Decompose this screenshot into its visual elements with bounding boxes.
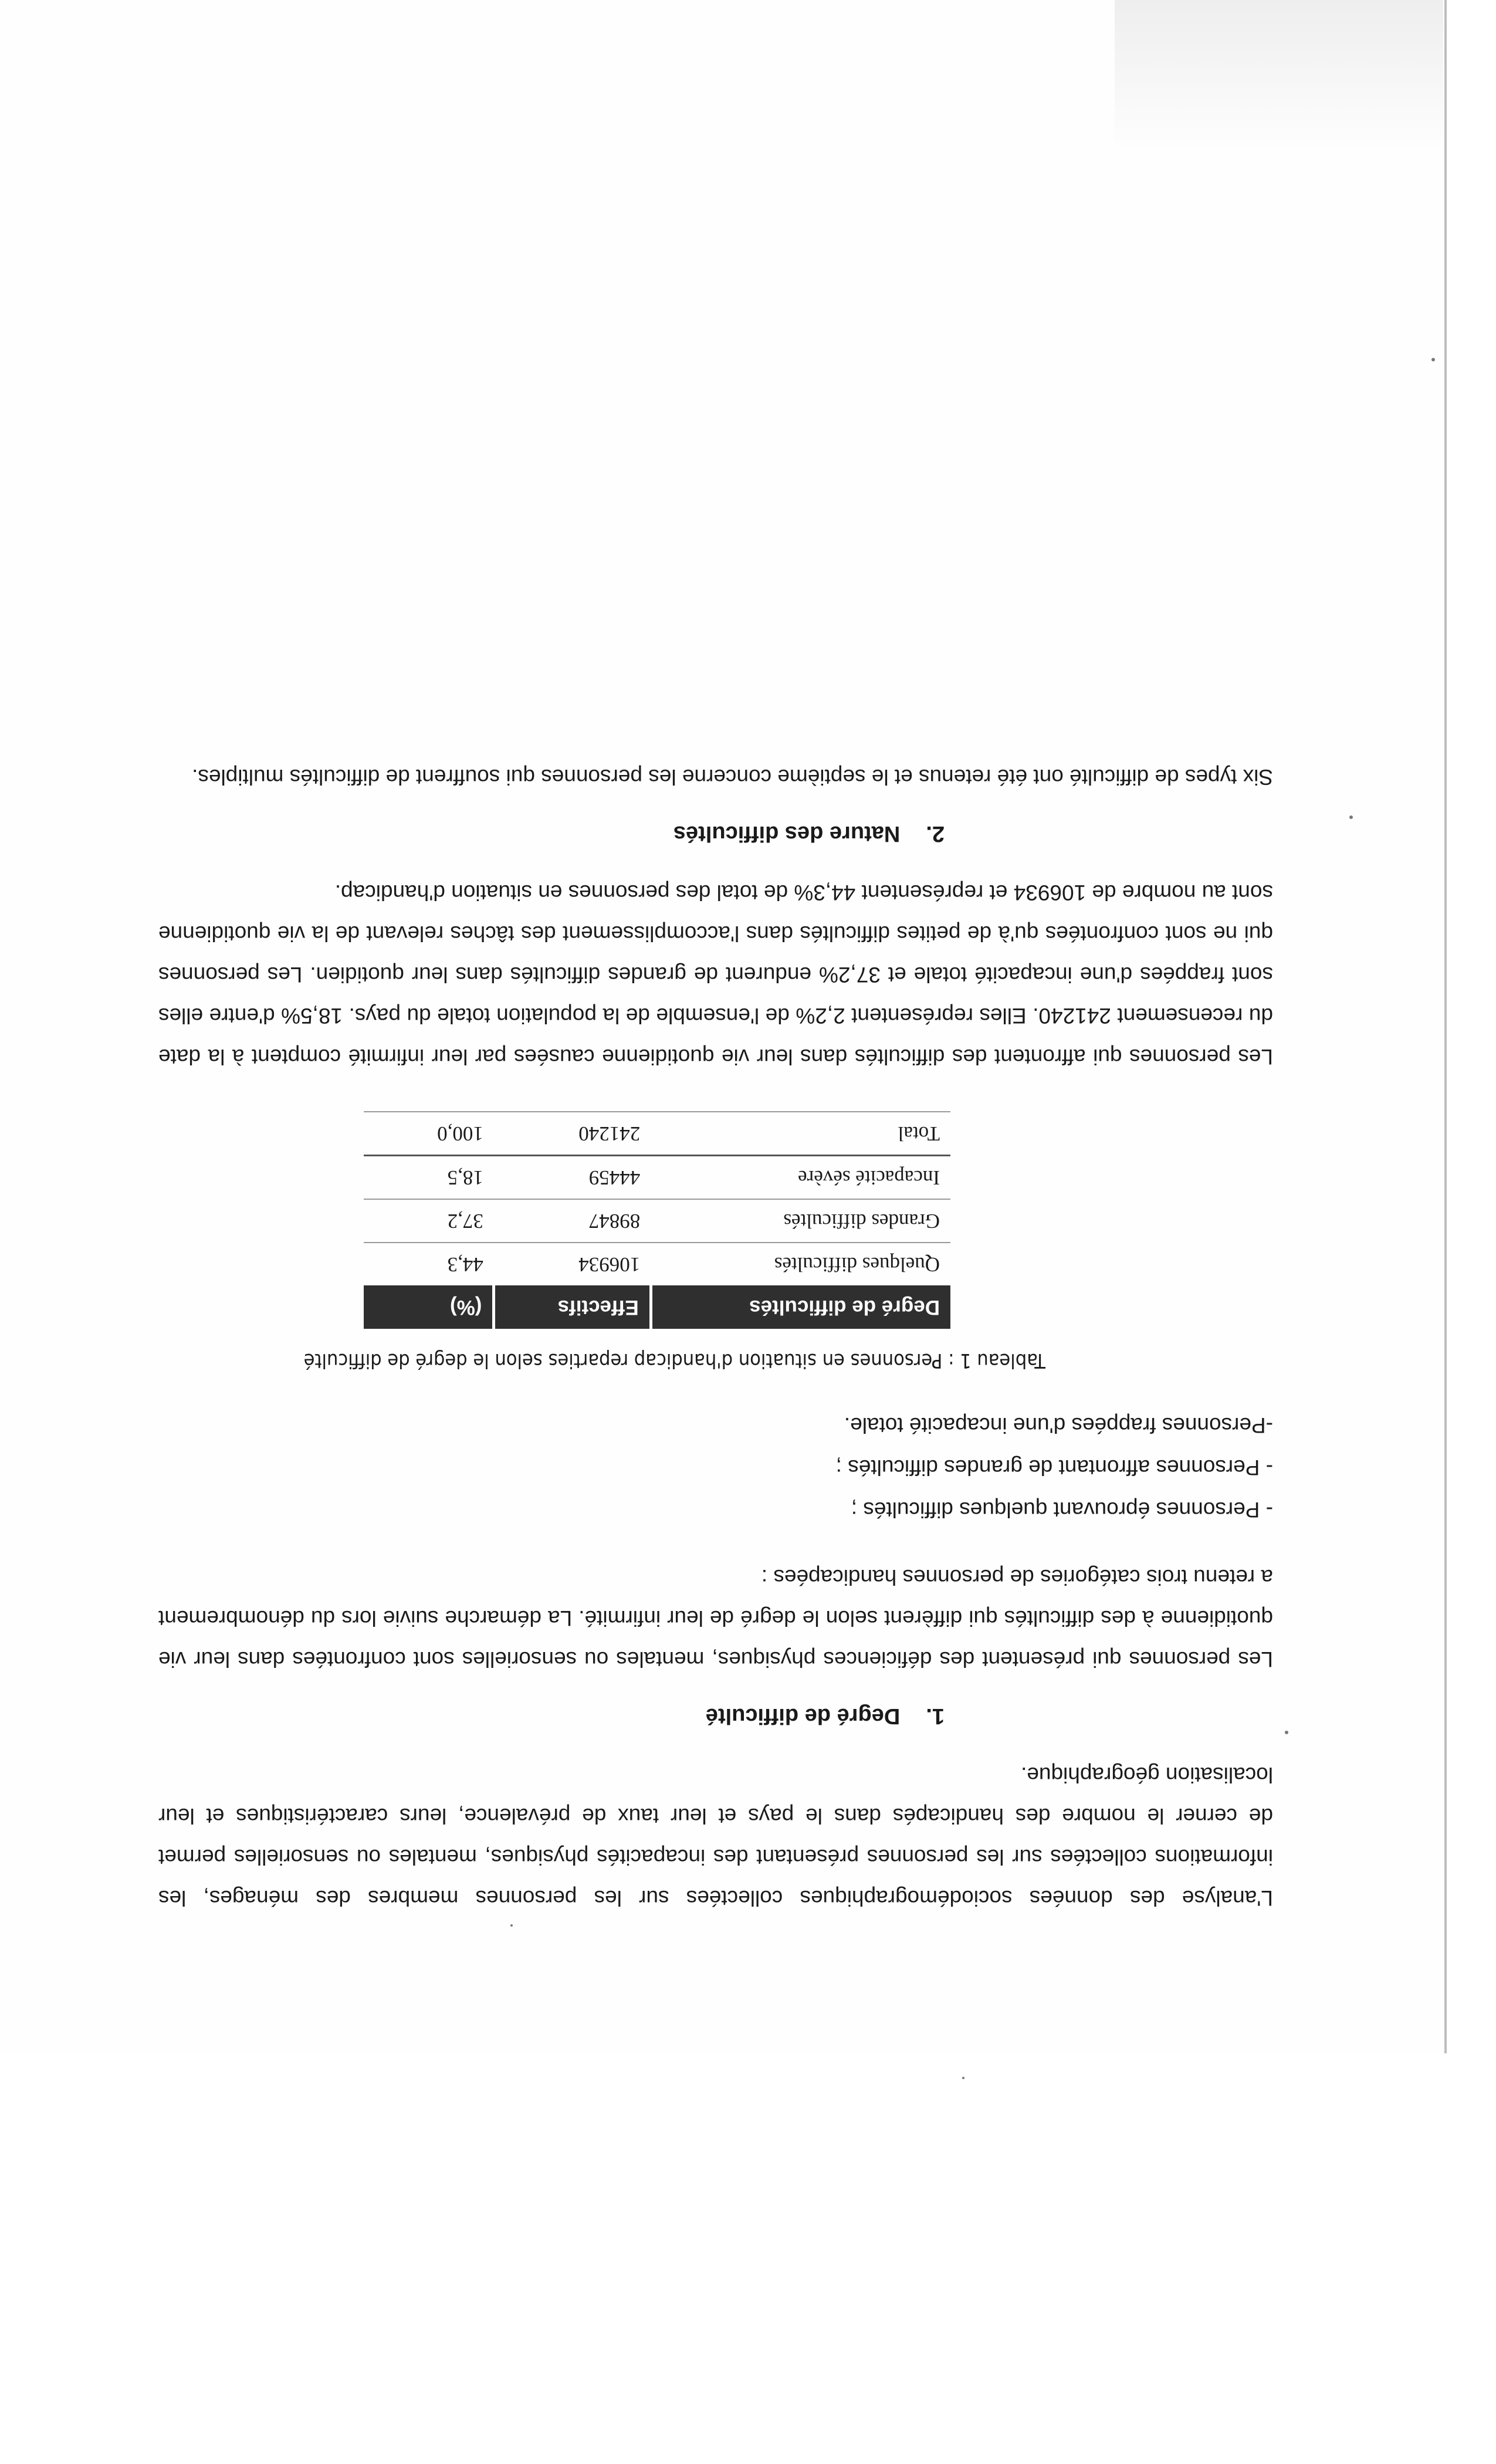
scan-shadow <box>1115 0 1443 153</box>
analysis-paragraph: Les personnes qui affrontent des difficultés dans leur vie quotidienne causées par leur infirmité comptent à la date du recensement 241240. Elles représentent 2,2% de l'ensemble de la population totale du pays. 18,5% d'entre elles sont frappées d'une incapacité totale et 37,2% endurent de grandes difficultés dans leur quotidien. Les personnes qui ne sont confrontées qu'à de petites difficultés dans l'accomplissement des tâches relevant de la vie quotidienne sont au nombre de 106934 et représentent 44,3% de total des personnes en situation d'handicap. <box>158 881 1273 1069</box>
table-header-row <box>364 1285 950 1329</box>
cell-count: 44459 <box>494 1156 651 1200</box>
scan-speck <box>962 2077 964 2079</box>
table-total-row <box>364 1112 950 1156</box>
list-item: - Personnes affrontant de grandes difficultés ; <box>835 1456 1273 1480</box>
scan-speck <box>1431 358 1435 361</box>
scan-speck <box>510 1924 513 1927</box>
scan-speck <box>1349 815 1353 819</box>
cell-total-percent: 100,0 <box>364 1112 494 1156</box>
cell-degree: Grandes difficultés <box>651 1199 950 1243</box>
section-1-title: Degré de difficulté <box>705 1704 901 1728</box>
intro-paragraph: L'analyse des données sociodémographiques collectées sur les personnes membres des ménages, les informations collectées sur les personnes présentant des incapacités physiques, mentales ou sensorielles permet de cerner le nombre des handicapés dans le pays et leur taux de prévalence, leurs caractéristiques et leur localisation géographique. <box>158 1763 1273 1910</box>
section-1-paragraph: Les personnes qui présentent des déficiences physiques, mentales ou sensorielles sont confrontées dans leur vie quotidienne à des difficultés qui diffèrent selon le degré de leur infirmité. La démarche suivie lors du dénombrement a retenu trois catégories de personnes handicapées : <box>158 1565 1273 1671</box>
section-2-heading <box>158 821 945 846</box>
header-count: Effectifs <box>494 1285 651 1329</box>
section-1-number: 1. <box>926 1704 945 1728</box>
cell-degree: Incapacité sévère <box>651 1156 950 1200</box>
table-row <box>364 1199 950 1243</box>
cell-percent: 37,2 <box>364 1199 494 1243</box>
scan-speck <box>1285 1731 1288 1734</box>
cell-count: 89847 <box>494 1199 651 1243</box>
table-caption: Tableau 1 : Personnes en situation d'handicap reparties selon le degré de difficulté <box>303 1349 1045 1372</box>
header-percent: (%) <box>364 1285 494 1329</box>
cell-total-count: 241240 <box>494 1112 651 1156</box>
page-edge <box>1444 0 1447 2053</box>
list-item: - Personnes éprouvant quelques difficultés ; <box>851 1498 1273 1522</box>
cell-count: 106934 <box>494 1243 651 1285</box>
difficulty-table <box>364 1111 950 1329</box>
table-row <box>364 1243 950 1285</box>
category-list <box>158 1404 1273 1531</box>
cell-percent: 18,5 <box>364 1156 494 1200</box>
section-1-heading <box>158 1703 945 1728</box>
list-item: -Personnes frappées d'une incapacité totale. <box>844 1413 1273 1437</box>
document-body <box>158 610 1273 1918</box>
cell-percent: 44,3 <box>364 1243 494 1285</box>
section-2-paragraph: Six types de difficulté ont été retenus et le septième concerne les personnes qui souffrent de difficultés multiples. <box>192 765 1273 789</box>
cell-degree: Quelques difficultés <box>651 1243 950 1285</box>
header-degree: Degré de difficultés <box>651 1285 950 1329</box>
section-2-title: Nature des difficultés <box>673 821 901 846</box>
cell-total-label: Total <box>651 1112 950 1156</box>
table-row <box>364 1156 950 1200</box>
section-2-number: 2. <box>926 821 945 846</box>
